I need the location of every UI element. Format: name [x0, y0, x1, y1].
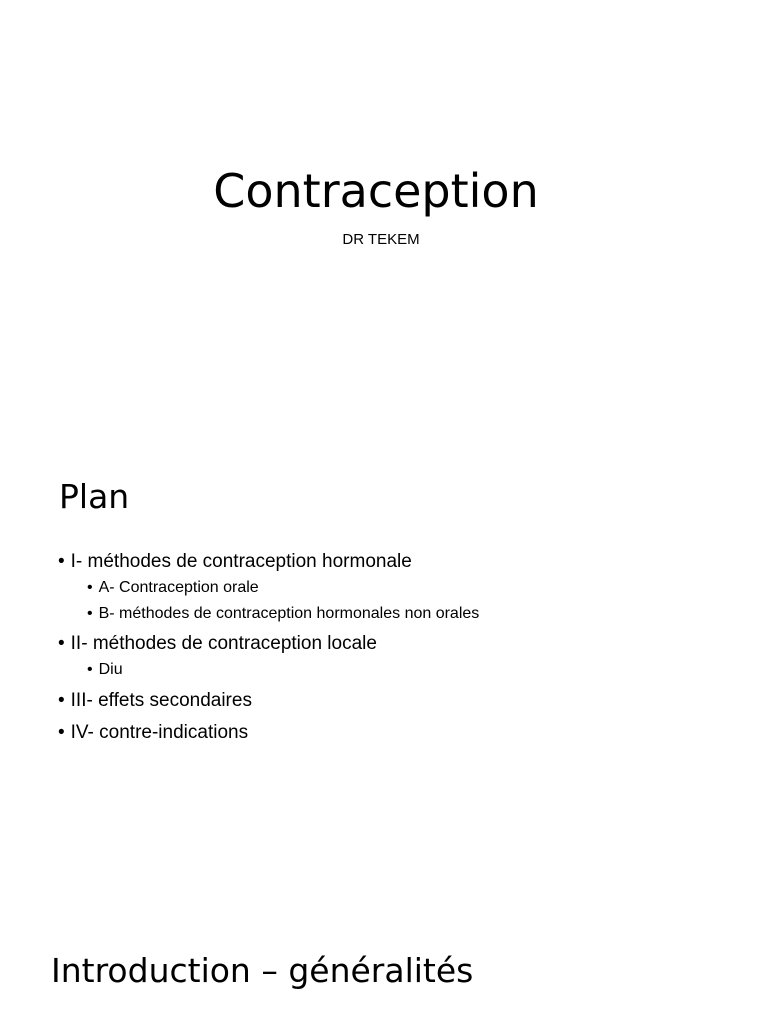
plan-item-text: I- méthodes de contraception hormonale	[70, 551, 412, 572]
bullet-icon: •	[87, 579, 93, 596]
bullet-icon: •	[58, 722, 65, 743]
bullet-icon: •	[58, 551, 65, 572]
plan-subitem-text: Diu	[98, 661, 123, 678]
slide-subtitle: DR TEKEM	[342, 231, 420, 248]
plan-item	[58, 689, 252, 713]
bullet-icon: •	[87, 605, 93, 622]
plan-subitem	[87, 660, 123, 680]
plan-subitem	[87, 604, 479, 624]
intro-heading: Introduction – généralités	[51, 951, 474, 990]
plan-subitem	[87, 578, 259, 598]
plan-item-text: II- méthodes de contraception locale	[70, 633, 377, 654]
plan-item	[58, 550, 412, 574]
bullet-icon: •	[87, 661, 93, 678]
plan-item-text: IV- contre-indications	[70, 722, 249, 743]
plan-subitem-text: B- méthodes de contraception hormonales non orales	[98, 605, 480, 622]
bullet-icon: •	[58, 690, 65, 711]
plan-item-text: III- effets secondaires	[70, 690, 252, 711]
plan-item	[58, 721, 248, 745]
bullet-icon: •	[58, 633, 65, 654]
plan-item	[58, 632, 377, 656]
slide-title: Contraception	[213, 164, 539, 218]
plan-subitem-text: A- Contraception orale	[98, 579, 259, 596]
plan-heading: Plan	[59, 477, 130, 516]
